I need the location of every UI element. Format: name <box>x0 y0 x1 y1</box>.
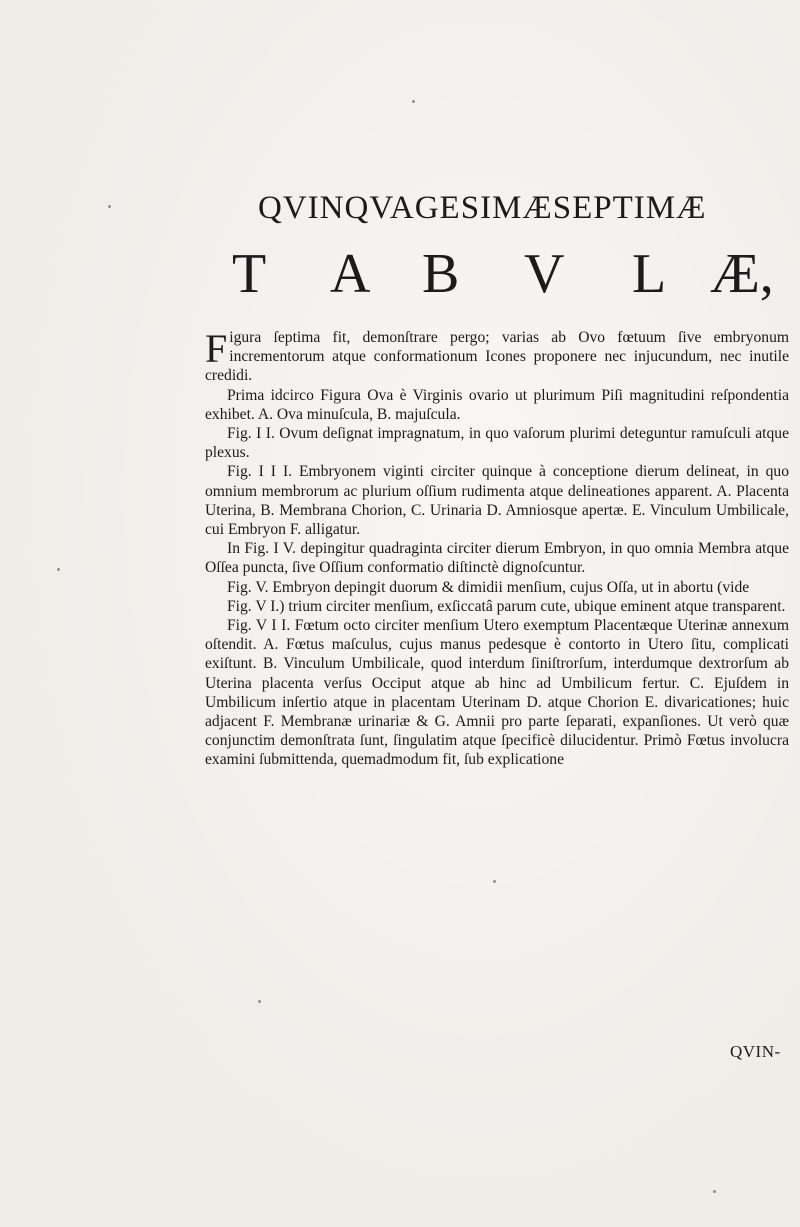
paragraph: Fig. V I.) trium circiter menſium, exſiccatâ parum cute, ubique eminent atque transparent. <box>227 597 786 615</box>
heading-line-1: QVINQVAGESIMÆSEPTIMÆ <box>258 190 707 226</box>
drop-cap: F <box>205 326 228 371</box>
heading-letter: A <box>330 243 371 305</box>
heading-letter: V <box>524 243 565 305</box>
paragraph: In Fig. I V. depingitur quadraginta circiter dierum Embryon, in quo omnia Membra atque Oſſea puncta, ſive Oſſium conformatio diſtinctè dignoſcuntur. <box>205 540 789 577</box>
paragraph: Prima idcirco Figura Ova è Virginis ovario ut plurimum Piſi magnitudini reſpondentia exhibet. A. Ova minuſcula, B. majuſcula. <box>205 386 789 423</box>
heading-line-2 <box>232 244 772 304</box>
paper-speck <box>108 205 111 208</box>
heading-letter: B <box>422 243 460 305</box>
paragraph: Fig. V. Embryon depingit duorum & dimidii menſium, cujus Oſſa, ut in abortu (vide <box>227 578 750 596</box>
heading-letter: Æ, <box>710 243 774 305</box>
paper-speck <box>258 1000 261 1003</box>
catchword: QVIN- <box>730 1042 781 1061</box>
paragraph-text: igura ſeptima fit, demonſtrare pergo; varias ab Ovo fœtuum ſive embryonum incrementorum atque conformationum Icones proponere nec injucundum, nec inutile credidi. <box>205 329 789 385</box>
paragraph: Fig. I I. Ovum deſignat impragnatum, in quo vaſorum plurimi deteguntur ramuſculi atque plexus. <box>205 425 789 462</box>
paper-speck <box>57 568 60 571</box>
paper-speck <box>412 100 415 103</box>
body-text <box>205 328 789 770</box>
paper-speck <box>493 880 496 883</box>
heading-letter: L <box>632 243 667 305</box>
paragraph <box>205 328 789 386</box>
paper-speck <box>713 1190 716 1193</box>
paragraph: Fig. V I I. Fœtum octo circiter menſium Utero exemptum Placentæque Uterinæ annexum oſtendit. A. Fœtus maſculus, cujus manus pedesque è contorto in Utero ſitu, complicati exiſtunt. B. Vinculum Umbilicale, quod interdum ſiniſtrorſum, interdumque dextrorſum ab Uterina placenta verſus Occiput atque ab hinc ad Umbilicum fertur. C. Ejuſdem in Umbilicum inſertio atque in placentam Uterinam D. atque Chorion E. divaricationes; huic adjacent F. Membranæ urinariæ & G. Amnii pro parte ſeparati, expanſiones. Ut verò quæ conjunctim demonſtrata ſunt, ſingulatim atque ſpecificè dilucidentur. Primò Fœtus involucra examini ſubmittenda, quemadmodum fit, ſub explicatione <box>205 617 789 769</box>
heading-letter: T <box>232 243 267 305</box>
paragraph: Fig. I I I. Embryonem viginti circiter quinque à conceptione dierum delineat, in quo omnium membrorum ac plurium oſſium rudimenta atque delineationes apparent. A. Placenta Uterina, B. Membrana Chorion, C. Urinaria D. Amniosque apertæ. E. Vinculum Umbilicale, cui Embryon F. alligatur. <box>205 463 789 539</box>
